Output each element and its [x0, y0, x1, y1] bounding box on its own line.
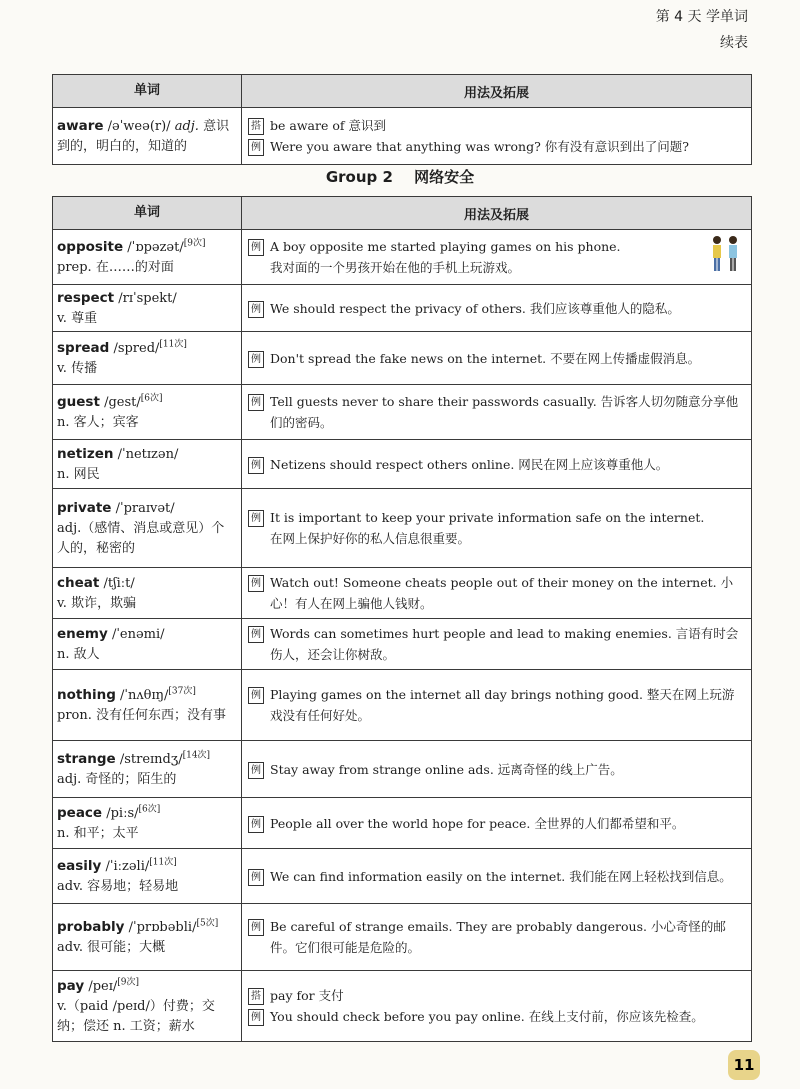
word: strange	[57, 750, 116, 767]
usage-line	[248, 684, 745, 726]
usage-text: A boy opposite me started playing games on his phone.	[270, 239, 621, 254]
frequency-badge: [11次]	[149, 857, 177, 868]
usage-line	[248, 348, 745, 369]
usage-line	[248, 985, 745, 1006]
usage-line	[248, 115, 745, 136]
usage-cell	[242, 285, 752, 332]
page-header	[656, 6, 748, 54]
usage-cell	[242, 670, 752, 741]
meaning: v. 尊重	[57, 310, 98, 326]
usage-text: Don't spread the fake news on the internet. 不要在网上传播虚假消息。	[270, 350, 701, 366]
word: aware	[57, 117, 104, 134]
collocation-tag-icon: 搭	[248, 988, 264, 1005]
usage-cell	[242, 741, 752, 798]
word: cheat	[57, 574, 100, 591]
example-tag-icon: 例	[248, 139, 264, 156]
frequency-badge: [9次]	[183, 238, 206, 249]
frequency-badge: [5次]	[196, 918, 219, 929]
word-cell	[53, 489, 242, 568]
usage-cell	[242, 798, 752, 849]
table-row	[53, 568, 752, 619]
meaning: pron. 没有任何东西；没有事	[57, 707, 227, 723]
table-row	[53, 385, 752, 440]
word-cell	[53, 440, 242, 489]
table-row	[53, 332, 752, 385]
word-cell	[53, 619, 242, 670]
frequency-badge: [6次]	[140, 393, 163, 404]
word-cell	[53, 670, 242, 741]
group-label: Group 2	[325, 168, 393, 186]
word: private	[57, 499, 112, 516]
pronunciation: /ˈɒpəzət/	[127, 239, 184, 255]
word: respect	[57, 289, 115, 306]
usage-text: Watch out! Someone cheats people out of their money on the internet. 小心！有人在网上骗他人钱财。	[270, 575, 734, 611]
column-word: 单词	[53, 75, 242, 108]
word-cell	[53, 385, 242, 440]
table-row	[53, 285, 752, 332]
usage-text: You should check before you pay online. 在线上支付前，你应该先检查。	[270, 1009, 704, 1024]
usage-cell	[242, 849, 752, 904]
frequency-badge: [11次]	[159, 339, 187, 350]
word: opposite	[57, 238, 124, 255]
pronunciation: /gest/	[104, 394, 141, 410]
column-usage: 用法及拓展	[242, 197, 752, 230]
word-cell	[53, 332, 242, 385]
word: spread	[57, 339, 110, 356]
usage-cell	[242, 230, 752, 285]
word-cell	[53, 849, 242, 904]
usage-text: Playing games on the internet all day brings nothing good. 整天在网上玩游戏没有任何好处。	[270, 687, 735, 723]
example-tag-icon: 例	[248, 351, 264, 368]
usage-line	[248, 454, 745, 475]
meaning: n. 敌人	[57, 646, 100, 662]
usage-text: Words can sometimes hurt people and lead to making enemies. 言语有时会伤人，还会让你树敌。	[270, 626, 739, 662]
pronunciation: /əˈweə(r)/	[107, 118, 171, 134]
usage-line	[248, 1006, 745, 1027]
usage-line	[248, 528, 745, 549]
frequency-badge: [14次]	[182, 750, 211, 761]
table-row	[53, 440, 752, 489]
example-tag-icon: 例	[248, 919, 264, 936]
usage-text: be aware of 意识到	[270, 118, 386, 133]
example-tag-icon: 例	[248, 626, 264, 643]
usage-line	[248, 507, 745, 528]
column-usage: 用法及拓展	[242, 75, 752, 108]
pronunciation: /ˈiːzəli/	[105, 858, 150, 874]
example-tag-icon: 例	[248, 239, 264, 256]
meaning: adv. 很可能；大概	[57, 939, 166, 955]
usage-text: Be careful of strange emails. They are probably dangerous. 小心奇怪的邮件。它们很可能是危险的。	[270, 919, 726, 955]
word-cell	[53, 568, 242, 619]
usage-line	[248, 391, 745, 433]
word: enemy	[57, 625, 108, 642]
usage-text: Were you aware that anything was wrong? 你有没有意识到出了问题?	[270, 139, 689, 154]
pronunciation: /ˈnetɪzən/	[117, 446, 179, 462]
word: probably	[57, 918, 125, 935]
table-row	[53, 849, 752, 904]
meaning: n. 和平；太平	[57, 825, 139, 841]
table-row	[53, 741, 752, 798]
pronunciation: /peɪ/	[88, 978, 118, 994]
example-tag-icon: 例	[248, 816, 264, 833]
group-title	[0, 166, 800, 187]
table-row	[53, 798, 752, 849]
usage-line	[248, 572, 745, 614]
table-row	[53, 489, 752, 568]
usage-text: 在网上保护好你的私人信息很重要。	[270, 531, 471, 546]
usage-text: It is important to keep your private information safe on the internet.	[270, 510, 705, 525]
usage-cell	[242, 568, 752, 619]
word: peace	[57, 804, 103, 821]
meaning: 意识到的，明白的，知道的	[57, 118, 230, 154]
pronunciation: /spred/	[113, 340, 160, 356]
example-tag-icon: 例	[248, 394, 264, 411]
meaning: adj.（感情、消息或意见）个人的，秘密的	[57, 520, 225, 556]
vocab-table-continued	[52, 74, 752, 165]
header-day: 第 4 天	[655, 9, 702, 25]
usage-line	[248, 298, 745, 319]
usage-cell	[242, 332, 752, 385]
frequency-badge: [37次]	[168, 686, 196, 697]
frequency-badge: [6次]	[138, 804, 161, 815]
usage-text: People all over the world hope for peace. 全世界的人们都希望和平。	[270, 815, 685, 831]
meaning: v. 欺诈，欺骗	[57, 595, 137, 611]
table-row	[53, 619, 752, 670]
pronunciation: /tʃiːt/	[103, 575, 135, 591]
usage-text: pay for 支付	[270, 988, 344, 1003]
usage-text: We can find information easily on the internet. 我们能在网上轻松找到信息。	[270, 868, 732, 884]
word: guest	[57, 393, 100, 410]
continued-label: 续表	[720, 35, 748, 51]
word: easily	[57, 857, 102, 874]
usage-line	[248, 136, 745, 157]
usage-line	[248, 916, 745, 958]
table-row	[53, 971, 752, 1042]
pronunciation: /ˈenəmi/	[111, 626, 165, 642]
meaning: v.（paid /peɪd/）付费；交纳；偿还 n. 工资；薪水	[57, 998, 215, 1034]
usage-text: We should respect the privacy of others. 我们应该尊重他人的隐私。	[270, 300, 680, 316]
usage-cell	[242, 904, 752, 971]
usage-cell	[242, 971, 752, 1042]
pronunciation: /rɪˈspekt/	[118, 290, 177, 306]
word-cell	[53, 798, 242, 849]
meaning: adj. 奇怪的；陌生的	[57, 771, 177, 787]
example-tag-icon: 例	[248, 1009, 264, 1026]
word-cell	[53, 741, 242, 798]
pronunciation: /ˈpraɪvət/	[115, 500, 175, 516]
usage-line	[248, 623, 745, 665]
usage-text: Tell guests never to share their passwords casually. 告诉客人切勿随意分享他们的密码。	[270, 394, 739, 430]
usage-line	[248, 257, 745, 278]
word-cell	[53, 230, 242, 285]
usage-line	[248, 759, 745, 780]
page-number: 11	[728, 1050, 760, 1080]
usage-cell	[242, 440, 752, 489]
word-cell	[53, 285, 242, 332]
usage-cell	[242, 108, 752, 165]
vocab-table-group2	[52, 196, 752, 1042]
frequency-badge: [9次]	[117, 977, 139, 988]
example-tag-icon: 例	[248, 301, 264, 318]
example-tag-icon: 例	[248, 869, 264, 886]
people-illustration	[707, 234, 743, 274]
usage-text: Stay away from strange online ads. 远离奇怪的线上广告。	[270, 761, 623, 777]
pronunciation: /ˈprɒbəbli/	[128, 919, 197, 935]
pronunciation: /streɪndʒ/	[119, 751, 183, 767]
part-of-speech: adj.	[174, 118, 199, 134]
usage-text: Netizens should respect others online. 网民在网上应该尊重他人。	[270, 456, 669, 472]
usage-line	[248, 866, 745, 887]
table-row	[53, 230, 752, 285]
usage-text: 我对面的一个男孩开始在他的手机上玩游戏。	[270, 260, 521, 275]
meaning: v. 传播	[57, 360, 98, 376]
collocation-tag-icon: 搭	[248, 118, 264, 135]
word-cell	[53, 971, 242, 1042]
header-section: 学单词	[706, 9, 748, 25]
meaning: prep. 在……的对面	[57, 259, 174, 275]
word-cell	[53, 108, 242, 165]
example-tag-icon: 例	[248, 510, 264, 527]
meaning: adv. 容易地；轻易地	[57, 878, 179, 894]
word-cell	[53, 904, 242, 971]
pronunciation: /ˈnʌθɪŋ/	[120, 687, 169, 703]
table-row	[53, 108, 752, 165]
meaning: n. 客人；宾客	[57, 414, 139, 430]
usage-line	[248, 236, 745, 257]
column-word: 单词	[53, 197, 242, 230]
group-name: 网络安全	[414, 168, 475, 186]
usage-cell	[242, 619, 752, 670]
example-tag-icon: 例	[248, 687, 264, 704]
usage-cell	[242, 489, 752, 568]
example-tag-icon: 例	[248, 457, 264, 474]
usage-line	[248, 813, 745, 834]
example-tag-icon: 例	[248, 575, 264, 592]
example-tag-icon: 例	[248, 762, 264, 779]
table-row	[53, 904, 752, 971]
pronunciation: /piːs/	[106, 805, 139, 821]
meaning: n. 网民	[57, 466, 100, 482]
usage-cell	[242, 385, 752, 440]
table-row	[53, 670, 752, 741]
word: pay	[57, 977, 85, 994]
word: nothing	[57, 686, 116, 703]
word: netizen	[57, 445, 114, 462]
